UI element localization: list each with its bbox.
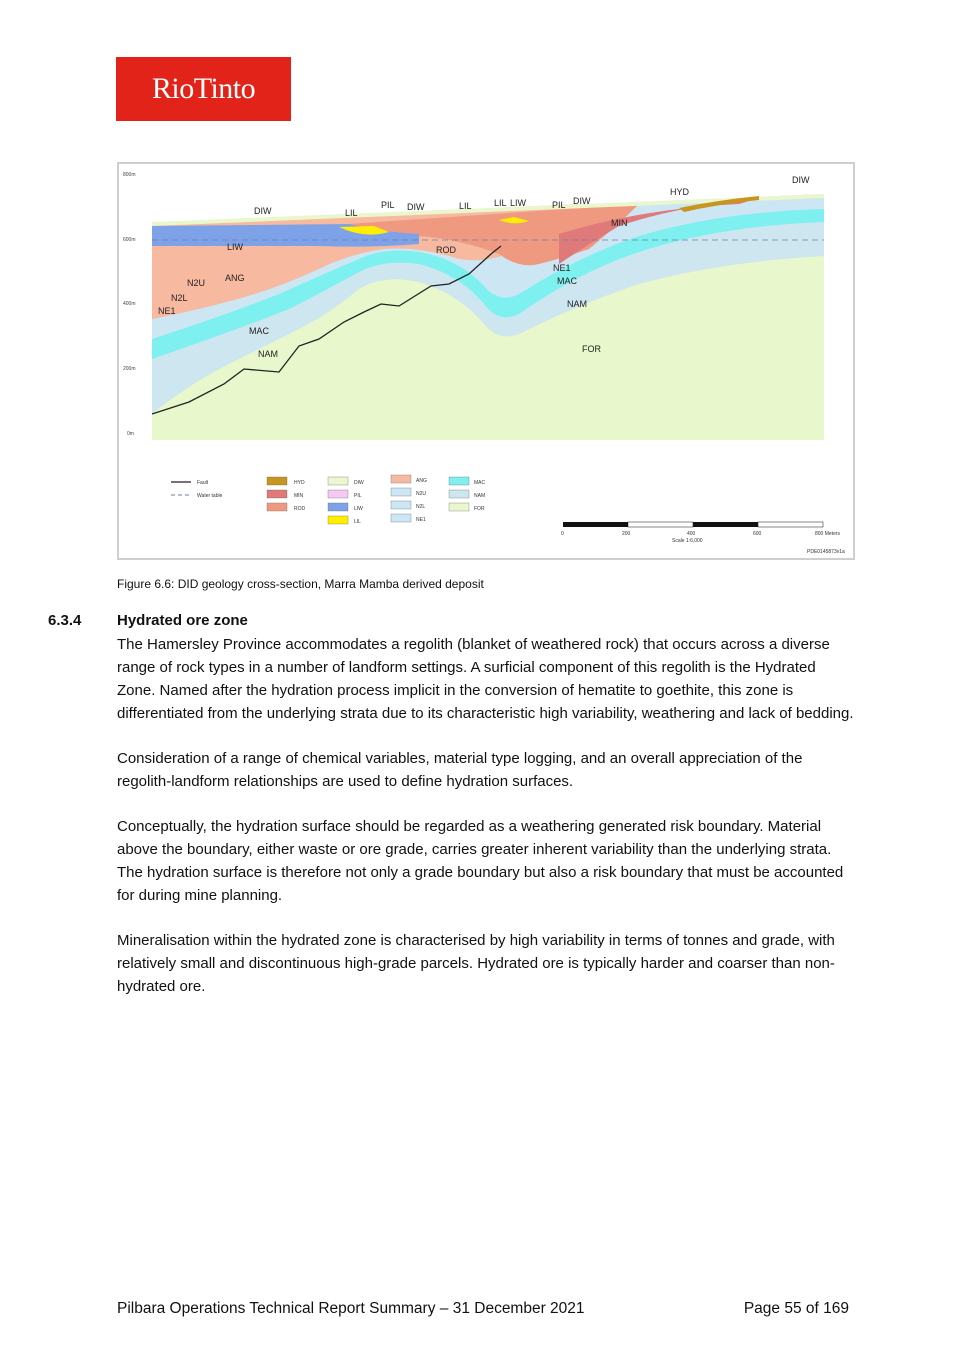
label-diw-2: DIW [407, 202, 425, 212]
label-diw-3: DIW [573, 196, 591, 206]
legend-label-pil: PIL [354, 493, 362, 499]
legend-swatch-liw [328, 503, 348, 511]
label-n2u: N2U [187, 278, 206, 288]
legend-swatch-lil [328, 516, 348, 524]
label-hyd: HYD [670, 187, 690, 197]
label-lil-3: LIL [494, 198, 507, 208]
scale-seg-1 [563, 522, 628, 527]
cross-section-svg [119, 164, 853, 558]
section-number: 6.3.4 [48, 612, 82, 629]
label-pil-1: PIL [381, 200, 395, 210]
scale-tick-200: 200 [622, 531, 631, 537]
label-ne1-b: NE1 [553, 263, 571, 273]
legend-swatch-n2u [391, 488, 411, 496]
legend-label-ne1: NE1 [416, 517, 426, 523]
rio-tinto-logo: RioTinto [116, 57, 291, 121]
legend-label-lil: LIL [354, 519, 361, 525]
axis-label-800: 800m [123, 172, 136, 178]
legend-swatch-ne1 [391, 514, 411, 522]
label-mac-1: MAC [249, 326, 269, 336]
figure-ref-code: PDE0145873v1a [807, 549, 845, 555]
label-liw: LIW [227, 242, 244, 252]
label-liw-top: LIW [510, 198, 527, 208]
legend-swatch-pil [328, 490, 348, 498]
legend-swatch-min [267, 490, 287, 498]
axis-label-200: 200m [123, 366, 136, 372]
legend-label-nam: NAM [474, 493, 486, 499]
legend-swatch-rod [267, 503, 287, 511]
footer-title: Pilbara Operations Technical Report Summary – 31 December 2021 [117, 1300, 585, 1317]
legend-label-ang: ANG [416, 478, 427, 484]
legend-water-label: Water table [197, 493, 223, 499]
legend-label-mac: MAC [474, 480, 486, 486]
axis-label-400: 400m [123, 301, 136, 307]
scale-tick-600: 600 [753, 531, 762, 537]
legend-label-liw: LIW [354, 506, 363, 512]
scale-label: Scale 1:6,000 [672, 538, 703, 544]
paragraph-4: Mineralisation within the hydrated zone is characterised by high variability in terms of tonnes and grade, with relatively small and discontinuous high-grade parcels. Hydrated ore is typically harder and coarser than non-hydrated ore. [117, 932, 835, 995]
paragraph-3: Conceptually, the hydration surface should be regarded as a weathering generated risk boundary. Material above the boundary, either waste or ore grade, carries greater inherent variability than the underlying strata. The hydration surface is therefore not only a grade boundary but also a risk boundary that must be accounted for during mine planning. [117, 818, 844, 904]
legend-label-min: MIN [294, 493, 304, 499]
label-rod: ROD [436, 245, 456, 255]
scale-seg-4 [758, 522, 823, 527]
legend-label-diw: DIW [354, 480, 364, 486]
legend-swatch-hyd [267, 477, 287, 485]
section-title: Hydrated ore zone [117, 612, 248, 629]
legend-swatch-ang [391, 475, 411, 483]
axis-label-600: 600m [123, 237, 136, 243]
legend-swatch-for [449, 503, 469, 511]
legend-swatch-mac [449, 477, 469, 485]
legend-label-for: FOR [474, 506, 485, 512]
scale-tick-400: 400 [687, 531, 696, 537]
label-diw-1: DIW [254, 206, 272, 216]
paragraph-1: The Hamersley Province accommodates a regolith (blanket of weathered rock) that occurs across a diverse range of rock types in a number of landform settings. A surficial component of this regolith is the Hydrated Zone. Named after the hydration process implicit in the conversion of hematite to goethite, this zone is differentiated from the underlying strata due to its characteristic high variability, weathering and lack of bedding. [117, 636, 854, 722]
scale-seg-2 [628, 522, 693, 527]
scale-tick-800: 800 Meters [815, 531, 841, 537]
legend-swatch-n2l [391, 501, 411, 509]
legend-swatch-nam [449, 490, 469, 498]
label-for: FOR [582, 344, 601, 354]
geology-cross-section-figure [117, 162, 855, 560]
legend-swatch-diw [328, 477, 348, 485]
legend-label-rod: ROD [294, 506, 306, 512]
label-min: MIN [611, 218, 628, 228]
label-diw-4: DIW [792, 175, 810, 185]
figure-caption: Figure 6.6: DID geology cross-section, Marra Mamba derived deposit [117, 577, 484, 591]
scale-tick-0: 0 [561, 531, 564, 537]
scale-seg-3 [693, 522, 758, 527]
label-mac-2: MAC [557, 276, 577, 286]
label-ne1-a: NE1 [158, 306, 176, 316]
label-ang: ANG [225, 273, 245, 283]
legend-label-n2u: N2U [416, 491, 427, 497]
legend-label-hyd: HYD [294, 480, 305, 486]
label-nam-2: NAM [567, 299, 587, 309]
label-pil-2: PIL [552, 200, 566, 210]
label-nam-1: NAM [258, 349, 278, 359]
label-lil-2: LIL [459, 201, 472, 211]
legend-label-n2l: N2L [416, 504, 426, 510]
legend [171, 475, 486, 525]
label-lil-1: LIL [345, 208, 358, 218]
footer-page-number: Page 55 of 169 [743, 1300, 849, 1317]
paragraph-2: Consideration of a range of chemical variables, material type logging, and an overall appreciation of the regolith-landform relationships are used to define hydration surfaces. [117, 750, 803, 790]
axis-label-0: 0m [127, 431, 134, 437]
scale-bar [561, 522, 841, 544]
section-body [117, 633, 857, 1020]
legend-fault-label: Fault [197, 480, 209, 486]
label-n2l: N2L [171, 293, 188, 303]
